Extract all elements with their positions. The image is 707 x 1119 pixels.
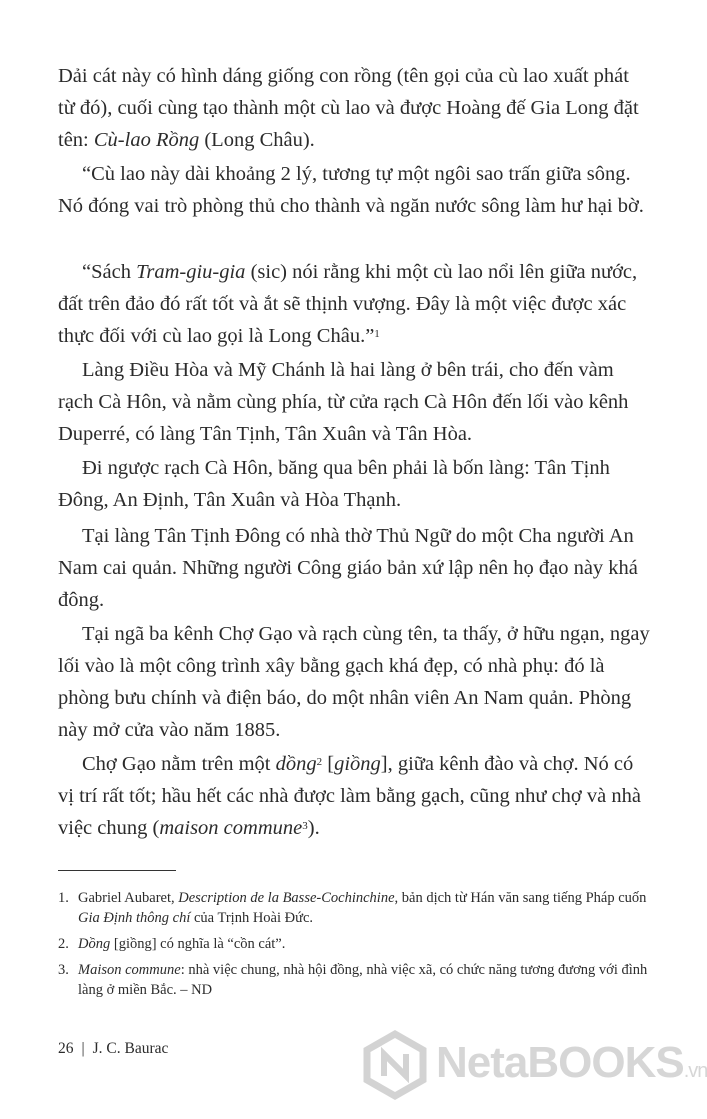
footer-author: J. C. Baurac bbox=[92, 1040, 169, 1057]
text-run: , bản dịch từ Hán văn sang tiếng Pháp cuốn bbox=[394, 890, 647, 906]
text-run: : nhà việc chung, nhà hội đồng, nhà việc xã, có chức năng tương đương với đình làng ở miền Bắc. – ND bbox=[78, 962, 648, 998]
text-run: Maison commune bbox=[78, 962, 181, 978]
page-footer bbox=[58, 1040, 168, 1058]
body-paragraph bbox=[58, 452, 650, 516]
text-run: “Cù lao này dài khoảng 2 lý, tương tự một ngôi sao trấn giữa sông. Nó đóng vai trò phòng thủ cho thành và ngăn nước sông làm hư hại bờ. bbox=[58, 163, 644, 217]
footnote-number: 1. bbox=[58, 890, 69, 906]
text-run: Cù-lao Rồng bbox=[93, 129, 200, 151]
footnote bbox=[58, 934, 658, 954]
body-paragraph bbox=[58, 618, 650, 746]
footnote-text bbox=[78, 934, 658, 954]
footnote-reference: 2 bbox=[316, 756, 323, 768]
footnote-number: 3. bbox=[58, 962, 69, 978]
text-run: (sic) nói rằng khi một cù lao nổi lên giữa nước, đất trên đảo đó rất tốt và ắt sẽ thịnh vượng. Đây là một việc được xác thực đối với cù lao gọi là Long Châu.” bbox=[58, 261, 638, 347]
body-paragraph bbox=[58, 354, 650, 450]
watermark-text: NetaBOOKS.vn bbox=[436, 1038, 707, 1087]
text-run: [ bbox=[322, 753, 335, 775]
text-run: Tại làng Tân Tịnh Đông có nhà thờ Thủ Ngữ do một Cha người An Nam cai quản. Những người Công giáo bản xứ lập nên họ đạo này khá đông. bbox=[58, 525, 638, 611]
body-paragraph bbox=[58, 748, 650, 844]
text-run: ). bbox=[307, 817, 320, 839]
text-run: Chợ Gạo nằm trên một bbox=[82, 753, 276, 775]
body-paragraph bbox=[58, 158, 650, 222]
text-run: Làng Điều Hòa và Mỹ Chánh là hai làng ở bên trái, cho đến vàm rạch Cà Hôn, và nằm cùng phía, từ cửa rạch Cà Hôn đến lối vào kênh Duperré, có làng Tân Tịnh, Tân Xuân và Tân Hòa. bbox=[58, 359, 629, 445]
text-run: Dồng bbox=[78, 936, 111, 952]
footnote bbox=[58, 888, 658, 928]
footnote-number: 2. bbox=[58, 936, 69, 952]
page-number: 26 bbox=[58, 1040, 74, 1057]
text-run: “Sách bbox=[82, 261, 137, 283]
footnote bbox=[58, 960, 658, 1000]
footnote-text bbox=[78, 960, 658, 1000]
watermark bbox=[360, 1030, 707, 1100]
netabooks-logo-icon bbox=[360, 1030, 430, 1100]
footnote-divider bbox=[58, 870, 176, 871]
footer-separator: | bbox=[81, 1040, 85, 1057]
text-run: Gia Định thông chí bbox=[78, 910, 191, 926]
text-run: ], giữa kênh đào và chợ. Nó có vị trí rất tốt; hầu hết các nhà được làm bằng gạch, cũng như chợ và nhà việc chung ( bbox=[58, 753, 641, 839]
text-run: của Trịnh Hoài Đức. bbox=[190, 910, 314, 926]
text-run: Description de la Basse-Cochinchine bbox=[178, 890, 395, 906]
body-paragraph bbox=[58, 256, 650, 352]
footnote-reference: 3 bbox=[302, 820, 308, 832]
body-paragraph bbox=[58, 520, 650, 616]
text-run: Gabriel Aubaret, bbox=[78, 890, 179, 906]
body-paragraph bbox=[58, 60, 650, 156]
text-run: (Long Châu). bbox=[199, 129, 315, 151]
footnote-reference: 1 bbox=[374, 328, 380, 340]
footnote-text bbox=[78, 888, 658, 928]
text-run: maison commune bbox=[159, 817, 303, 839]
text-run: Tram-giu-gia bbox=[136, 261, 246, 283]
text-run: giồng bbox=[334, 753, 381, 775]
text-run: dồng bbox=[275, 753, 317, 775]
text-run: Dải cát này có hình dáng giống con rồng (tên gọi của cù lao xuất phát từ đó), cuối cùng tạo thành một cù lao và được Hoàng đế Gia Long đặt tên: bbox=[58, 65, 639, 151]
text-run: Tại ngã ba kênh Chợ Gạo và rạch cùng tên, ta thấy, ở hữu ngạn, ngay lối vào là một công trình xây bằng gạch khá đẹp, có nhà phụ: đó là phòng bưu chính và điện báo, do một nhân viên An Nam quản. Phòng này mở cửa vào năm 1885. bbox=[58, 623, 650, 741]
text-run: Đi ngược rạch Cà Hôn, băng qua bên phải là bốn làng: Tân Tịnh Đông, An Định, Tân Xuân và Hòa Thạnh. bbox=[58, 457, 610, 511]
text-run: [giồng] có nghĩa là “cồn cát”. bbox=[110, 936, 286, 952]
